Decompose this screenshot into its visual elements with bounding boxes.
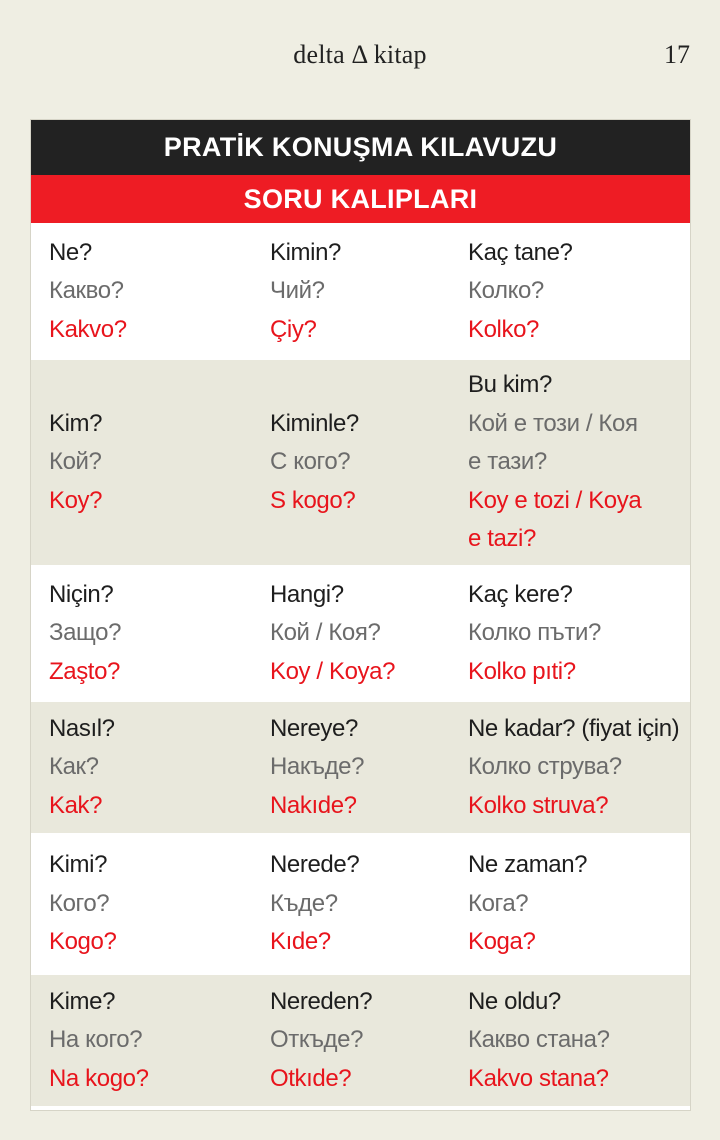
bulgarian-phrase: Накъде? [270, 753, 365, 781]
pronunciation: Koy? [49, 486, 103, 514]
phrase-cell [468, 702, 690, 833]
page-number: 17 [664, 40, 690, 69]
bulgarian-phrase: Къде? [270, 889, 338, 917]
table-row [31, 975, 690, 1106]
phrase-cell [468, 833, 690, 975]
bulgarian-phrase: Колко струва? [468, 753, 622, 781]
phrase-cell [270, 223, 465, 360]
turkish-phrase: Kaç kere? [468, 580, 573, 608]
bulgarian-phrase: е тази? [468, 448, 547, 476]
turkish-phrase: Ne? [49, 238, 92, 266]
phrase-card [31, 120, 690, 1110]
bulgarian-phrase: С кого? [270, 448, 351, 476]
phrase-cell [468, 565, 690, 702]
turkish-phrase: Kiminle? [270, 409, 359, 437]
pronunciation: Kakvo stana? [468, 1064, 609, 1092]
phrase-cell [49, 360, 269, 565]
pronunciation: Zaşto? [49, 657, 120, 685]
pronunciation: S kogo? [270, 486, 356, 514]
turkish-phrase: Ne oldu? [468, 987, 561, 1015]
bulgarian-phrase: Кога? [468, 889, 529, 917]
bulgarian-phrase: Защо? [49, 619, 122, 647]
pronunciation: Kolko pıti? [468, 657, 576, 685]
turkish-phrase: Kaç tane? [468, 238, 573, 266]
turkish-phrase: Ne kadar? (fiyat için) [468, 714, 680, 742]
phrase-cell [270, 565, 465, 702]
turkish-phrase: Bu kim? [468, 371, 552, 399]
bulgarian-phrase: Кой / Коя? [270, 619, 381, 647]
turkish-phrase: Kime? [49, 987, 116, 1015]
turkish-phrase: Nereden? [270, 987, 373, 1015]
pronunciation: Koy e tozi / Koya [468, 486, 642, 514]
card-title: PRATİK KONUŞMA KILAVUZU [31, 120, 690, 175]
bulgarian-phrase: Какво стана? [468, 1026, 610, 1054]
turkish-phrase: Kimi? [49, 851, 108, 879]
pronunciation: Otkıde? [270, 1064, 352, 1092]
card-subtitle: SORU KALIPLARI [31, 175, 690, 223]
phrase-cell [270, 360, 465, 565]
pronunciation: e tazi? [468, 525, 536, 553]
pronunciation: Kakvo? [49, 315, 127, 343]
bulgarian-phrase: Кого? [49, 889, 110, 917]
bulgarian-phrase: Кой е този / Коя [468, 409, 638, 437]
phrase-table [31, 223, 690, 1106]
table-row [31, 223, 690, 360]
bulgarian-phrase: Колко пъти? [468, 619, 601, 647]
bulgarian-phrase: Чий? [270, 277, 325, 305]
turkish-phrase: Nasıl? [49, 714, 115, 742]
phrase-cell [49, 223, 269, 360]
bulgarian-phrase: Откъде? [270, 1026, 364, 1054]
pronunciation: Çiy? [270, 315, 317, 343]
pronunciation: Nakıde? [270, 791, 357, 819]
phrase-cell [49, 565, 269, 702]
phrase-cell [468, 223, 690, 360]
turkish-phrase: Nereye? [270, 714, 358, 742]
turkish-phrase: Kim? [49, 409, 103, 437]
table-row [31, 565, 690, 702]
pronunciation: Koy / Koya? [270, 657, 396, 685]
turkish-phrase: Kimin? [270, 238, 341, 266]
table-row [31, 360, 690, 565]
pronunciation: Na kogo? [49, 1064, 149, 1092]
turkish-phrase: Nerede? [270, 851, 360, 879]
bulgarian-phrase: Какво? [49, 277, 124, 305]
turkish-phrase: Niçin? [49, 580, 114, 608]
table-row [31, 833, 690, 975]
phrase-cell [270, 833, 465, 975]
bulgarian-phrase: Как? [49, 753, 99, 781]
turkish-phrase: Ne zaman? [468, 851, 588, 879]
publisher-brand: delta Δ kitap [293, 40, 427, 69]
phrase-cell [468, 975, 690, 1106]
table-row [31, 702, 690, 833]
bulgarian-phrase: На кого? [49, 1026, 143, 1054]
pronunciation: Koga? [468, 928, 536, 956]
phrase-cell [49, 833, 269, 975]
pronunciation: Kolko? [468, 315, 539, 343]
phrase-cell [270, 702, 465, 833]
phrase-cell [49, 975, 269, 1106]
bulgarian-phrase: Кой? [49, 448, 102, 476]
turkish-phrase: Hangi? [270, 580, 344, 608]
pronunciation: Kogo? [49, 928, 117, 956]
page-header [0, 0, 720, 110]
phrase-cell [468, 360, 690, 565]
phrase-cell [49, 702, 269, 833]
pronunciation: Kolko struva? [468, 791, 609, 819]
pronunciation: Kak? [49, 791, 103, 819]
pronunciation: Kıde? [270, 928, 331, 956]
phrase-cell [270, 975, 465, 1106]
bulgarian-phrase: Колко? [468, 277, 544, 305]
